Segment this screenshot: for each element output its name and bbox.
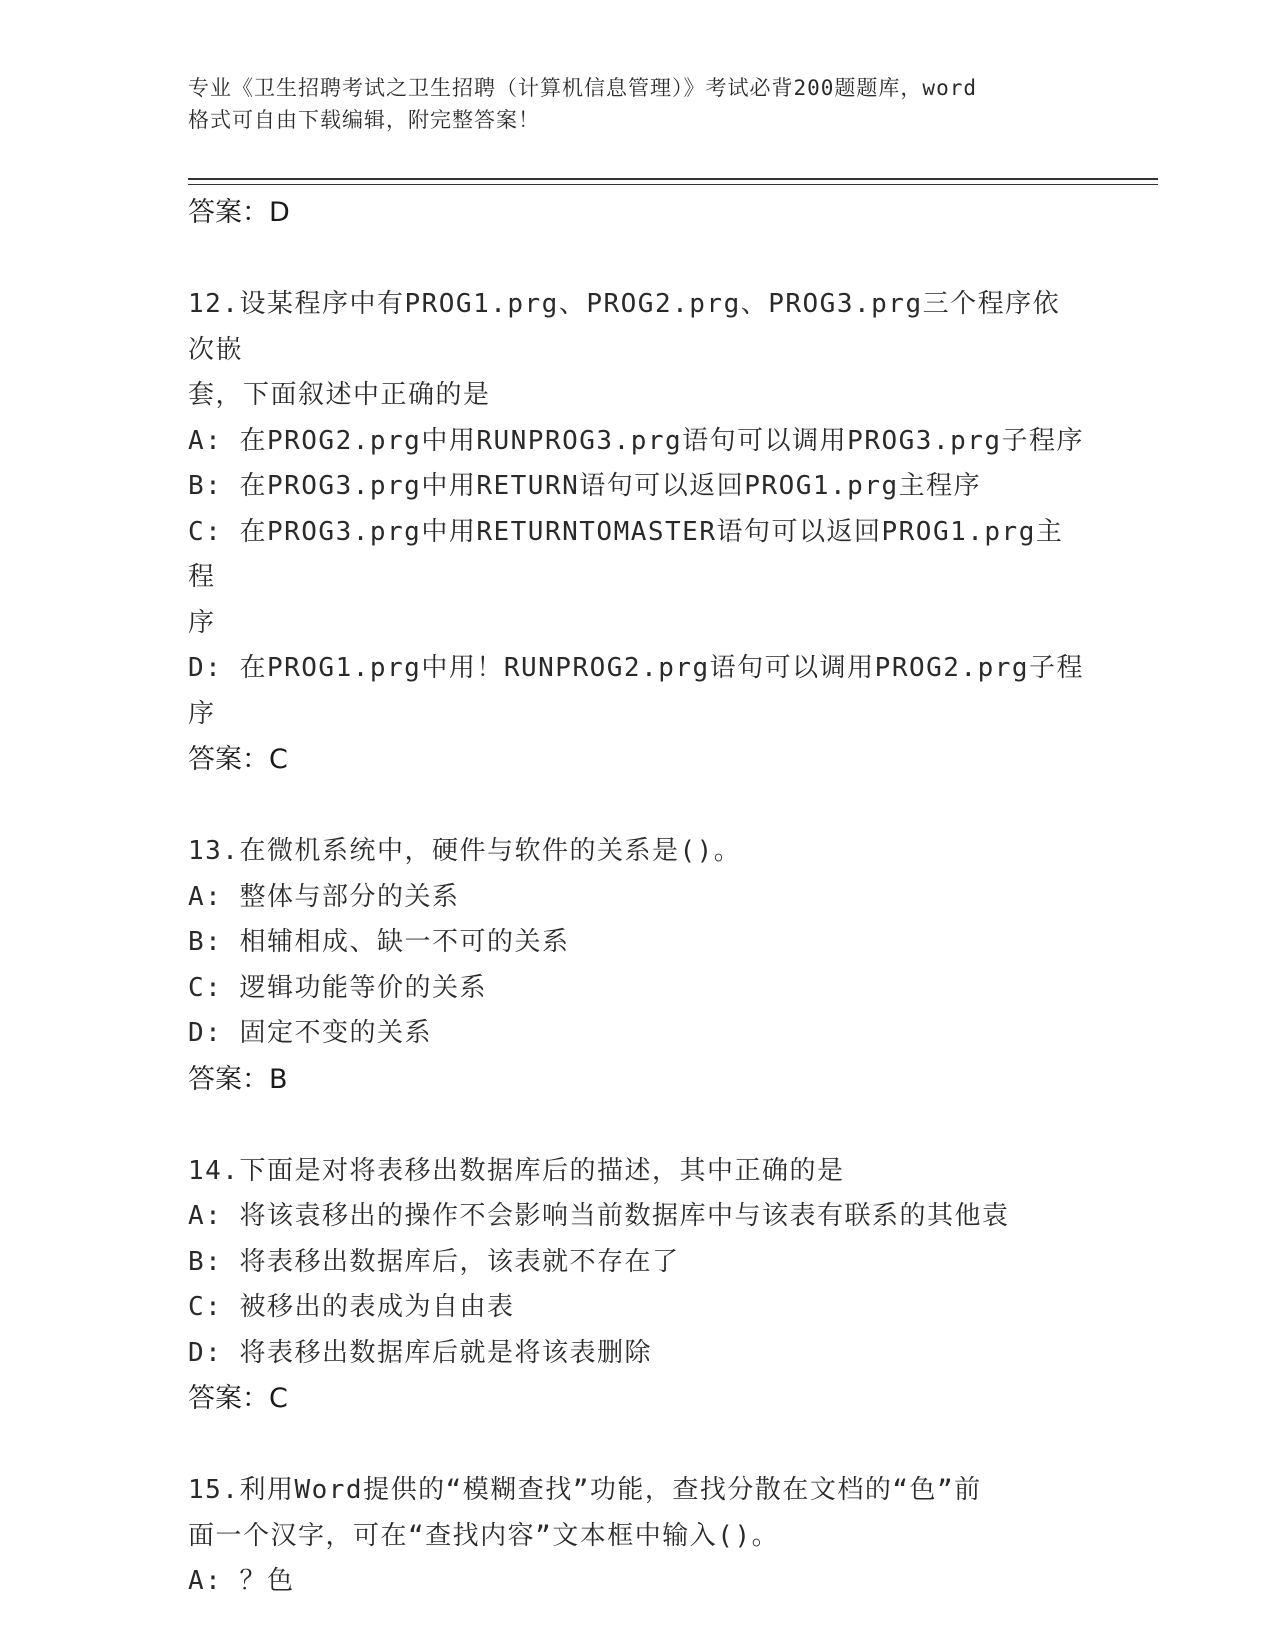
answer-line: 答案：D [188,197,290,228]
header-divider-thick [188,178,1158,180]
document-header [188,72,1088,136]
option-line: D: 固定不变的关系 [188,1018,432,1048]
question-stem-line: 套，下面叙述中正确的是 [188,380,491,410]
question-stem-line: 15.利用Word提供的“模糊查找”功能，查找分散在文档的“色”前 [188,1475,982,1505]
question-block [188,1149,1088,1423]
option-line: C: 逻辑功能等价的关系 [188,972,487,1003]
question-block [188,282,1088,783]
option-line: C: 被移出的表成为自由表 [188,1292,515,1322]
option-line: A: 将该袁移出的操作不会影响当前数据库中与该表有联系的其他袁 [188,1201,1010,1231]
option-line: A: 在PROG2.prg中用RUNPROG3.prg语句可以调用PROG3.prg子程序 [188,425,1085,456]
option-line: A: ？色 [188,1566,295,1596]
option-line: A: 整体与部分的关系 [188,881,460,912]
question-block [188,829,1088,1103]
option-line: D: 将表移出数据库后就是将该表删除 [188,1337,652,1368]
document-body [188,190,1088,1605]
header-line-2: 格式可自由下载编辑，附完整答案！ [188,108,540,132]
option-line: D: 在PROG1.prg中用！RUNPROG2.prg语句可以调用PROG2.prg子程序 [188,653,1085,729]
header-divider-thin [188,184,1158,185]
question-stem-line: 13.在微机系统中，硬件与软件的关系是()。 [188,836,742,866]
question-block [188,1468,1088,1605]
header-line-1: 专业《卫生招聘考试之卫生招聘（计算机信息管理）》考试必背200题题库，word [188,76,977,100]
answer-line: 答案：C [188,1383,288,1414]
option-line: B: 在PROG3.prg中用RETURN语句可以返回PROG1.prg主程序 [188,471,982,501]
answer-line: 答案：B [188,1063,288,1095]
question-stem-line: 12.设某程序中有PROG1.prg、PROG2.prg、PROG3.prg三个程序依次嵌 [188,289,1061,365]
question-stem-line: 面一个汉字，可在“查找内容”文本框中输入()。 [188,1520,780,1551]
option-line: B: 将表移出数据库后，该表就不存在了 [188,1246,680,1277]
answer-line: 答案：C [188,744,288,775]
question-stem-line: 14.下面是对将表移出数据库后的描述，其中正确的是 [188,1155,845,1186]
option-line: 序 [188,607,216,638]
question-list [188,282,1088,1605]
option-line: B: 相辅相成、缺一不可的关系 [188,927,570,957]
option-line: C: 在PROG3.prg中用RETURNTOMASTER语句可以返回PROG1.prg主程 [188,516,1064,592]
